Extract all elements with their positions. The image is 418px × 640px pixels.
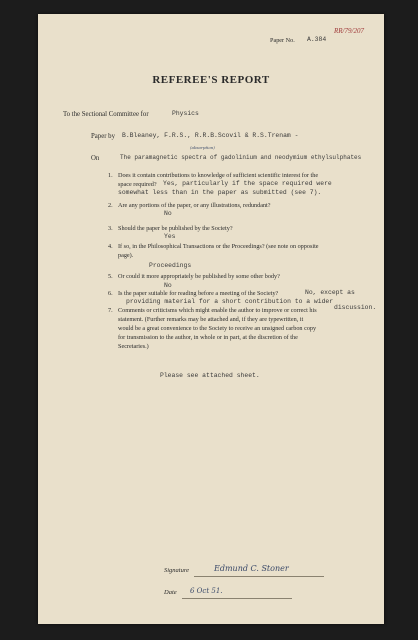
signature-label: Signature bbox=[164, 567, 190, 574]
paper-by-value: B.Bleaney, F.R.S., R.R.B.Scovil & R.S.Trenam - bbox=[122, 132, 299, 139]
question-text: space required? bbox=[118, 181, 157, 188]
question-text: Are any portions of the paper, or any illustrations, redundant? bbox=[118, 202, 271, 209]
paper-by-label: Paper by bbox=[91, 133, 115, 140]
date-line bbox=[182, 598, 292, 599]
committee-value: Physics bbox=[172, 110, 199, 117]
report-sheet bbox=[38, 14, 384, 624]
answer-5: No bbox=[164, 282, 172, 289]
paper-no-label: Paper No. bbox=[270, 37, 295, 44]
question-text: Should the paper be published by the Society? bbox=[118, 225, 233, 232]
question-text: page). bbox=[118, 252, 134, 259]
answer-6-continued: providing material for a short contribution to a wider bbox=[126, 298, 334, 305]
question-number: 4. bbox=[108, 243, 113, 250]
question-text: would be a great convenience to the Society to receive an unsigned carbon copy bbox=[118, 325, 317, 332]
answer-2: No bbox=[164, 210, 172, 217]
question-number: 6. bbox=[108, 290, 113, 297]
question-text: for transmission to the author, in whole or in part, at the discretion of the bbox=[118, 334, 298, 341]
question-number: 5. bbox=[108, 273, 113, 280]
answer-6: No, except as bbox=[305, 289, 355, 296]
committee-label: To the Sectional Committee for bbox=[63, 111, 149, 118]
archive-reference-stamp: RR/79/207 bbox=[334, 27, 364, 35]
answer-1: Yes, particularly if the space required were bbox=[163, 180, 332, 187]
signature-line bbox=[194, 576, 324, 577]
answer-3: Yes bbox=[164, 233, 176, 240]
on-value: The paramagnetic spectra of gadolinium and neodymium ethylsulphates bbox=[120, 154, 362, 161]
question-text: Or could it more appropriately be published by some other body? bbox=[118, 273, 280, 280]
answer-4: Proceedings bbox=[149, 262, 192, 269]
answer-1-continued: somewhat less than in the paper as submitted (see 7). bbox=[118, 189, 322, 196]
question-number: 3. bbox=[108, 225, 113, 232]
question-number: 1. bbox=[108, 172, 113, 179]
question-text: Secretaries.) bbox=[118, 343, 149, 350]
on-handwritten-insert: (absorption) bbox=[190, 145, 215, 150]
date-value: 6 Oct 51. bbox=[190, 587, 223, 595]
date-label: Date bbox=[164, 589, 177, 596]
question-text: If so, in the Philosophical Transactions or the Proceedings? (see note on opposite bbox=[118, 243, 319, 250]
question-text: statement. (Further remarks may be attached and, if they are typewritten, it bbox=[118, 316, 304, 323]
question-text: Does it contain contributions to knowledge of sufficient scientific interest for the bbox=[118, 172, 319, 179]
signature-value: Edmund C. Stoner bbox=[214, 564, 289, 573]
answer-7: Please see attached sheet. bbox=[160, 372, 260, 379]
question-number: 2. bbox=[108, 202, 113, 209]
paper-no-value: A.384 bbox=[307, 36, 327, 43]
question-text: Is the paper suitable for reading before a meeting of the Society? bbox=[118, 290, 279, 297]
answer-6-end: discussion. bbox=[334, 304, 377, 311]
report-title: REFEREE'S REPORT bbox=[152, 74, 270, 86]
on-label: On bbox=[91, 155, 100, 162]
question-text: Comments or criticisms which might enable the author to improve or correct his bbox=[118, 307, 317, 314]
question-number: 7. bbox=[108, 307, 113, 314]
